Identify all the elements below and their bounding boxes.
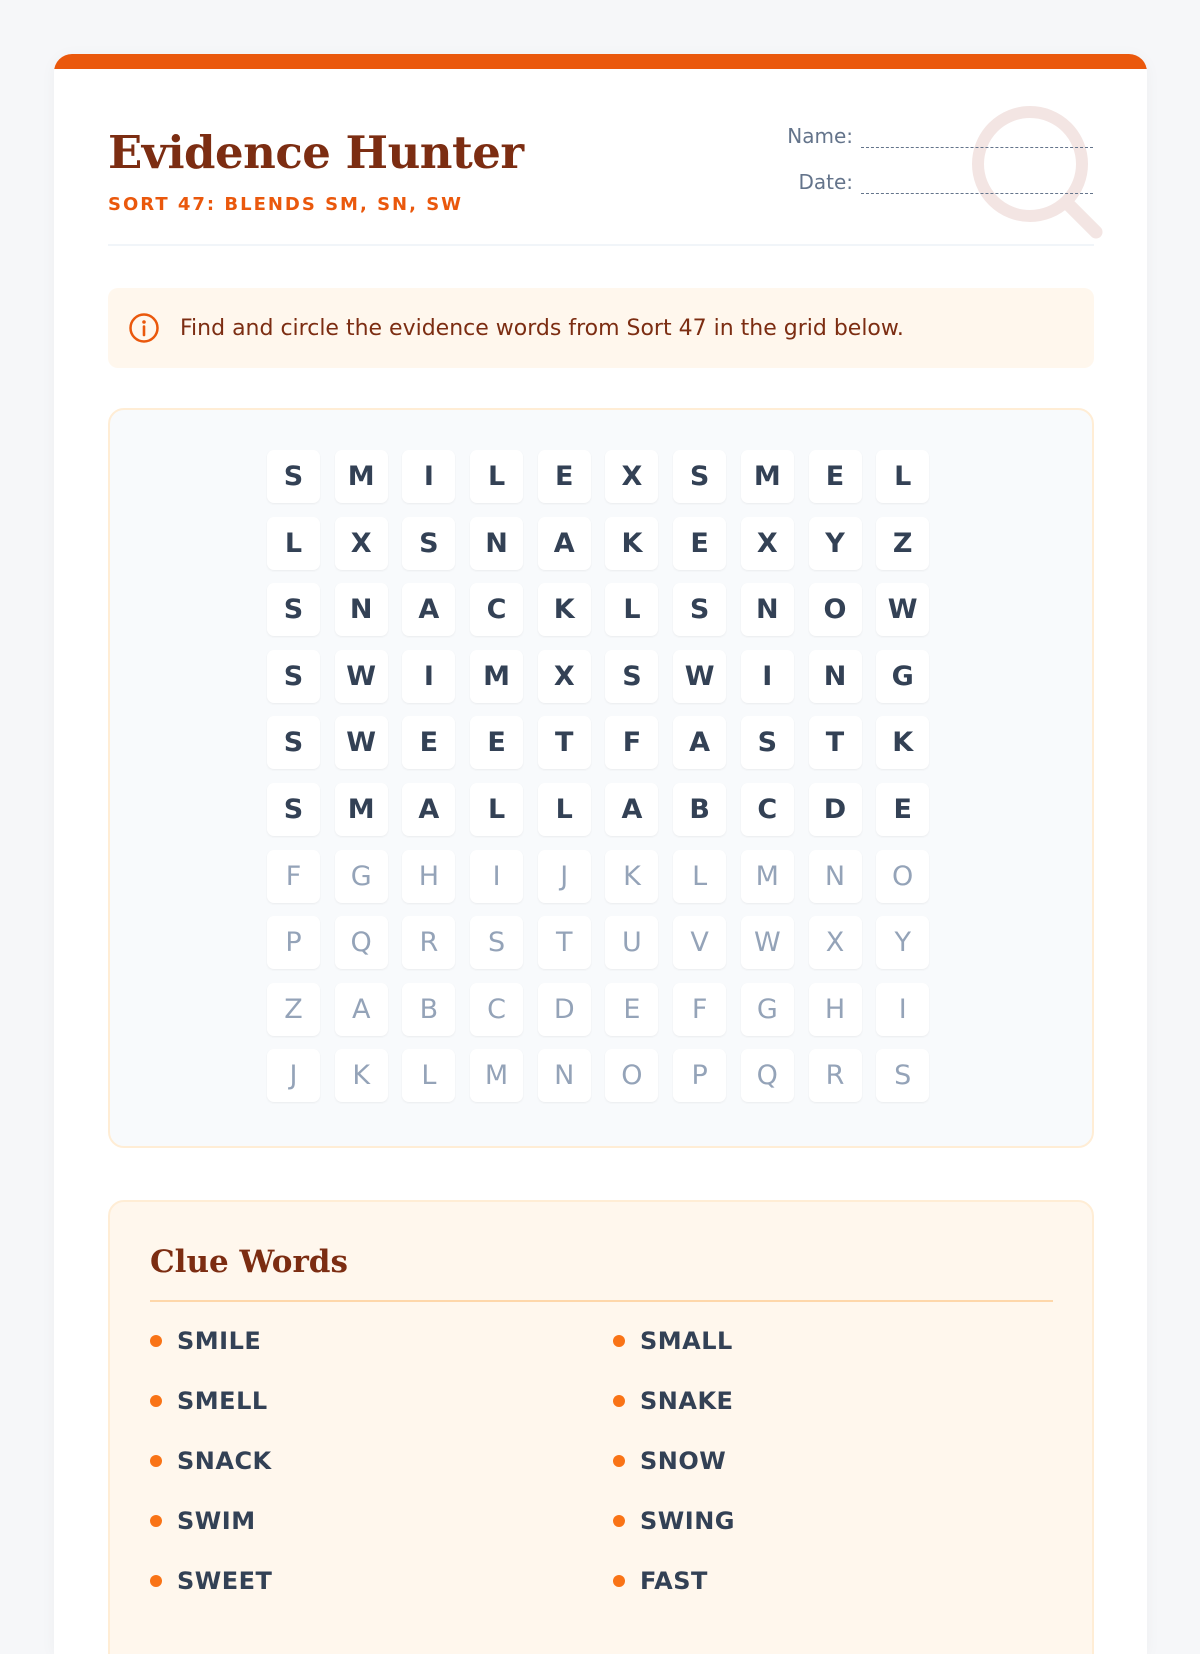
grid-letter-cell[interactable]: I bbox=[402, 650, 455, 703]
clue-word: SMALL bbox=[640, 1327, 733, 1355]
clue-word-item bbox=[150, 1506, 613, 1536]
clue-word-item bbox=[150, 1326, 613, 1356]
clue-word: SNOW bbox=[640, 1447, 727, 1475]
grid-letter-cell[interactable]: P bbox=[267, 916, 320, 969]
bullet-icon bbox=[613, 1515, 625, 1527]
clue-word-item bbox=[613, 1326, 1053, 1356]
name-label: Name: bbox=[787, 124, 853, 148]
grid-letter-cell[interactable]: D bbox=[538, 983, 591, 1036]
grid-letter-cell[interactable]: R bbox=[809, 1049, 862, 1102]
clue-word-item bbox=[613, 1506, 1053, 1536]
date-line bbox=[861, 174, 1093, 194]
grid-letter-cell[interactable]: D bbox=[809, 783, 862, 836]
grid-letter-cell[interactable]: X bbox=[741, 517, 794, 570]
grid-letter-cell[interactable]: S bbox=[267, 716, 320, 769]
clue-words-panel bbox=[108, 1200, 1094, 1654]
bullet-icon bbox=[150, 1395, 162, 1407]
grid-letter-cell[interactable]: I bbox=[741, 650, 794, 703]
grid-letter-cell[interactable]: H bbox=[809, 983, 862, 1036]
grid-letter-cell[interactable]: N bbox=[741, 583, 794, 636]
bullet-icon bbox=[150, 1575, 162, 1587]
grid-letter-cell[interactable]: X bbox=[538, 650, 591, 703]
grid-letter-cell[interactable]: X bbox=[335, 517, 388, 570]
clue-word: SNAKE bbox=[640, 1387, 734, 1415]
grid-letter-cell[interactable]: S bbox=[470, 916, 523, 969]
grid-letter-cell[interactable]: J bbox=[538, 850, 591, 903]
grid-letter-cell[interactable]: G bbox=[876, 650, 929, 703]
grid-letter-cell[interactable]: A bbox=[402, 783, 455, 836]
grid-letter-cell[interactable]: E bbox=[605, 983, 658, 1036]
grid-letter-cell[interactable]: K bbox=[876, 716, 929, 769]
grid-letter-cell[interactable]: K bbox=[538, 583, 591, 636]
grid-letter-cell[interactable]: C bbox=[470, 583, 523, 636]
clue-word: SWEET bbox=[177, 1567, 273, 1595]
grid-letter-cell[interactable]: N bbox=[335, 583, 388, 636]
grid-letter-cell[interactable]: X bbox=[605, 450, 658, 503]
grid-letter-cell[interactable]: E bbox=[809, 450, 862, 503]
grid-letter-cell[interactable]: T bbox=[538, 716, 591, 769]
grid-letter-cell[interactable]: I bbox=[470, 850, 523, 903]
grid-letter-cell[interactable]: X bbox=[809, 916, 862, 969]
grid-letter-cell[interactable]: M bbox=[741, 450, 794, 503]
clue-word: SMELL bbox=[177, 1387, 268, 1415]
clue-word: FAST bbox=[640, 1567, 708, 1595]
name-field[interactable] bbox=[787, 124, 1093, 148]
grid-letter-cell[interactable]: C bbox=[741, 783, 794, 836]
grid-letter-cell[interactable]: Q bbox=[335, 916, 388, 969]
grid-letter-cell[interactable]: K bbox=[605, 850, 658, 903]
clue-word-item bbox=[613, 1446, 1053, 1476]
grid-letter-cell[interactable]: L bbox=[470, 783, 523, 836]
instruction-text: Find and circle the evidence words from Sort 47 in the grid below. bbox=[180, 315, 904, 341]
bullet-icon bbox=[150, 1515, 162, 1527]
grid-letter-cell[interactable]: Z bbox=[267, 983, 320, 1036]
word-search-panel bbox=[108, 408, 1094, 1148]
grid-letter-cell[interactable]: S bbox=[673, 583, 726, 636]
grid-letter-cell[interactable]: C bbox=[470, 983, 523, 1036]
grid-letter-cell[interactable]: N bbox=[809, 850, 862, 903]
grid-letter-cell[interactable]: Y bbox=[809, 517, 862, 570]
bullet-icon bbox=[613, 1575, 625, 1587]
grid-letter-cell[interactable]: S bbox=[876, 1049, 929, 1102]
clue-word: SMILE bbox=[177, 1327, 262, 1355]
grid-letter-cell[interactable]: A bbox=[605, 783, 658, 836]
bullet-icon bbox=[613, 1455, 625, 1467]
grid-letter-cell[interactable]: K bbox=[335, 1049, 388, 1102]
info-icon bbox=[128, 312, 160, 344]
grid-letter-cell[interactable]: G bbox=[335, 850, 388, 903]
grid-letter-cell[interactable]: I bbox=[402, 450, 455, 503]
bullet-icon bbox=[150, 1335, 162, 1347]
grid-letter-cell[interactable]: M bbox=[470, 650, 523, 703]
clue-words-title: Clue Words bbox=[150, 1244, 348, 1280]
name-line bbox=[861, 128, 1093, 148]
grid-letter-cell[interactable]: S bbox=[673, 450, 726, 503]
grid-letter-cell[interactable]: M bbox=[335, 450, 388, 503]
grid-letter-cell[interactable]: M bbox=[335, 783, 388, 836]
grid-letter-cell[interactable]: T bbox=[809, 716, 862, 769]
grid-letter-cell[interactable]: Z bbox=[876, 517, 929, 570]
grid-letter-cell[interactable]: W bbox=[335, 716, 388, 769]
grid-letter-cell[interactable]: S bbox=[267, 450, 320, 503]
grid-letter-cell[interactable]: S bbox=[267, 650, 320, 703]
bullet-icon bbox=[150, 1455, 162, 1467]
grid-letter-cell[interactable]: Y bbox=[876, 916, 929, 969]
grid-letter-cell[interactable]: O bbox=[809, 583, 862, 636]
page-subtitle: SORT 47: BLENDS SM, SN, SW bbox=[108, 194, 464, 215]
grid-letter-cell[interactable]: S bbox=[605, 650, 658, 703]
grid-letter-cell[interactable]: G bbox=[741, 983, 794, 1036]
grid-letter-cell[interactable]: B bbox=[673, 783, 726, 836]
header-divider bbox=[108, 244, 1094, 246]
date-label: Date: bbox=[798, 170, 853, 194]
clue-word: SWIM bbox=[177, 1507, 256, 1535]
grid-letter-cell[interactable]: E bbox=[538, 450, 591, 503]
grid-letter-cell[interactable]: A bbox=[402, 583, 455, 636]
grid-letter-cell[interactable]: W bbox=[335, 650, 388, 703]
grid-letter-cell[interactable]: O bbox=[605, 1049, 658, 1102]
grid-letter-cell[interactable]: W bbox=[876, 583, 929, 636]
bullet-icon bbox=[613, 1395, 625, 1407]
grid-letter-cell[interactable]: O bbox=[876, 850, 929, 903]
grid-letter-cell[interactable]: Q bbox=[741, 1049, 794, 1102]
date-field[interactable] bbox=[798, 170, 1093, 194]
grid-letter-cell[interactable]: N bbox=[470, 517, 523, 570]
grid-letter-cell[interactable]: L bbox=[605, 583, 658, 636]
grid-letter-cell[interactable]: W bbox=[673, 650, 726, 703]
accent-bar bbox=[54, 54, 1147, 69]
worksheet-card bbox=[54, 54, 1147, 1654]
clue-word-item bbox=[613, 1566, 1053, 1596]
grid-letter-cell[interactable]: A bbox=[538, 517, 591, 570]
grid-letter-cell[interactable]: E bbox=[673, 517, 726, 570]
grid-letter-cell[interactable]: J bbox=[267, 1049, 320, 1102]
grid-letter-cell[interactable]: H bbox=[402, 850, 455, 903]
clue-word-item bbox=[150, 1446, 613, 1476]
grid-letter-cell[interactable]: M bbox=[741, 850, 794, 903]
grid-letter-cell[interactable]: W bbox=[741, 916, 794, 969]
grid-letter-cell[interactable]: L bbox=[538, 783, 591, 836]
bullet-icon bbox=[613, 1335, 625, 1347]
grid-letter-cell[interactable]: L bbox=[267, 517, 320, 570]
grid-letter-cell[interactable]: F bbox=[605, 716, 658, 769]
grid-letter-cell[interactable]: S bbox=[267, 583, 320, 636]
grid-letter-cell[interactable]: L bbox=[673, 850, 726, 903]
grid-letter-cell[interactable]: P bbox=[673, 1049, 726, 1102]
grid-letter-cell[interactable]: S bbox=[741, 716, 794, 769]
grid-letter-cell[interactable]: S bbox=[267, 783, 320, 836]
grid-letter-cell[interactable]: K bbox=[605, 517, 658, 570]
instruction-callout bbox=[108, 288, 1094, 368]
clue-word: SNACK bbox=[177, 1447, 272, 1475]
grid-letter-cell[interactable]: S bbox=[402, 517, 455, 570]
grid-letter-cell[interactable]: E bbox=[876, 783, 929, 836]
grid-letter-cell[interactable]: T bbox=[538, 916, 591, 969]
grid-letter-cell[interactable]: E bbox=[470, 716, 523, 769]
clue-divider bbox=[150, 1300, 1053, 1302]
grid-letter-cell[interactable]: L bbox=[470, 450, 523, 503]
grid-letter-cell[interactable]: U bbox=[605, 916, 658, 969]
grid-letter-cell[interactable]: R bbox=[402, 916, 455, 969]
grid-letter-cell[interactable]: I bbox=[876, 983, 929, 1036]
clue-list bbox=[150, 1326, 1053, 1626]
clue-word-item bbox=[150, 1386, 613, 1416]
clue-word: SWING bbox=[640, 1507, 735, 1535]
grid-letter-cell[interactable]: B bbox=[402, 983, 455, 1036]
grid-letter-cell[interactable]: M bbox=[470, 1049, 523, 1102]
grid-letter-cell[interactable]: N bbox=[538, 1049, 591, 1102]
clue-word-item bbox=[150, 1566, 613, 1596]
letter-grid bbox=[267, 450, 929, 1102]
grid-letter-cell[interactable]: F bbox=[267, 850, 320, 903]
grid-letter-cell[interactable]: L bbox=[876, 450, 929, 503]
grid-letter-cell[interactable]: E bbox=[402, 716, 455, 769]
grid-letter-cell[interactable]: V bbox=[673, 916, 726, 969]
grid-letter-cell[interactable]: A bbox=[673, 716, 726, 769]
grid-letter-cell[interactable]: F bbox=[673, 983, 726, 1036]
clue-word-item bbox=[613, 1386, 1053, 1416]
page-title: Evidence Hunter bbox=[108, 126, 524, 179]
grid-letter-cell[interactable]: N bbox=[809, 650, 862, 703]
grid-letter-cell[interactable]: L bbox=[402, 1049, 455, 1102]
grid-letter-cell[interactable]: A bbox=[335, 983, 388, 1036]
